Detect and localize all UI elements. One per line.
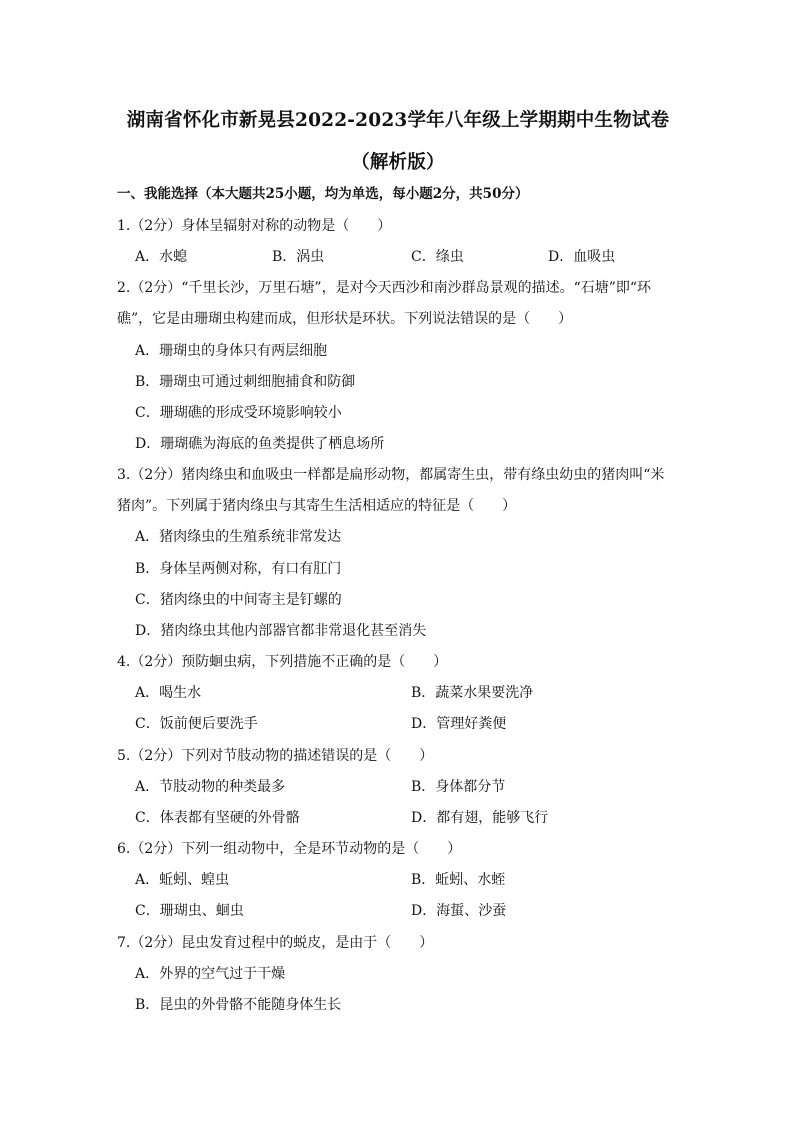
question-4-option-d: D．管理好粪便	[411, 716, 507, 732]
question-4-stem: 4.（2分）预防蛔虫病，下列措施不正确的是（ ）	[117, 654, 448, 670]
question-3-stem-line2: 猪肉”。下列属于猪肉绦虫与其寄生生活相适应的特征是（ ）	[117, 498, 517, 514]
document-title: 湖南省怀化市新晃县2022-2023学年八年级上学期期中生物试卷	[126, 110, 670, 131]
question-3-option-c: C．猪肉绦虫的中间寄主是钉螺的	[135, 592, 342, 608]
question-2-stem-line1: 2.（2分）“千里长沙，万里石塘”，是对今天西沙和南沙群岛景观的描述。“石塘”即“环	[117, 280, 652, 296]
question-4-option-a: A．喝生水	[135, 685, 202, 701]
question-3-option-b: B．身体呈两侧对称，有口有肛门	[135, 561, 342, 577]
question-1-option-b: B．涡虫	[272, 249, 325, 265]
question-6-option-c: C．珊瑚虫、蛔虫	[135, 903, 244, 919]
question-6-option-a: A．蚯蚓、蝗虫	[135, 872, 230, 888]
question-5-stem: 5.（2分）下列对节肢动物的描述错误的是（ ）	[117, 748, 434, 764]
question-2-option-c: C．珊瑚礁的形成受环境影响较小	[135, 405, 342, 421]
question-5-option-c: C．体表都有坚硬的外骨骼	[135, 810, 300, 826]
question-2-option-d: D．珊瑚礁为海底的鱼类提供了栖息场所	[135, 436, 385, 452]
question-1-option-d: D．血吸虫	[548, 249, 616, 265]
question-4-option-b: B．蔬菜水果要洗净	[411, 685, 534, 701]
question-1-option-a: A．水螅	[135, 249, 188, 265]
question-1-option-c: C．绦虫	[411, 249, 464, 265]
question-1-stem: 1.（2分）身体呈辐射对称的动物是（ ）	[117, 218, 392, 234]
question-6-stem: 6.（2分）下列一组动物中，全是环节动物的是（ ）	[117, 841, 462, 857]
question-2-option-a: A．珊瑚虫的身体只有两层细胞	[135, 343, 328, 359]
question-7-stem: 7.（2分）昆虫发育过程中的蜕皮，是由于（ ）	[117, 935, 434, 951]
question-4-option-c: C．饭前便后要洗手	[135, 716, 258, 732]
question-7-option-b: B．昆虫的外骨骼不能随身体生长	[135, 997, 342, 1013]
question-3-option-d: D．猪肉绦虫其他内部器官都非常退化甚至消失	[135, 623, 427, 639]
question-6-option-d: D．海蜇、沙蚕	[411, 903, 507, 919]
document-subtitle: （解析版）	[351, 152, 445, 173]
question-5-option-d: D．都有翅，能够飞行	[411, 810, 549, 826]
question-2-stem-line2: 礁”，它是由珊瑚虫构建而成，但形状是环状。下列说法错误的是（ ）	[117, 311, 573, 327]
question-5-option-b: B．身体都分节	[411, 779, 506, 795]
question-5-option-a: A．节肢动物的种类最多	[135, 779, 286, 795]
question-7-option-a: A．外界的空气过于干燥	[135, 966, 286, 982]
section-heading: 一、我能选择（本大题共25小题，均为单选，每小题2分，共50分）	[117, 186, 529, 202]
question-2-option-b: B．珊瑚虫可通过刺细胞捕食和防御	[135, 374, 356, 390]
question-3-option-a: A．猪肉绦虫的生殖系统非常发达	[135, 529, 342, 545]
question-6-option-b: B．蚯蚓、水蛭	[411, 872, 506, 888]
question-3-stem-line1: 3.（2分）猪肉绦虫和血吸虫一样都是扁形动物，都属寄生虫，带有绦虫幼虫的猪肉叫“米	[117, 467, 665, 483]
